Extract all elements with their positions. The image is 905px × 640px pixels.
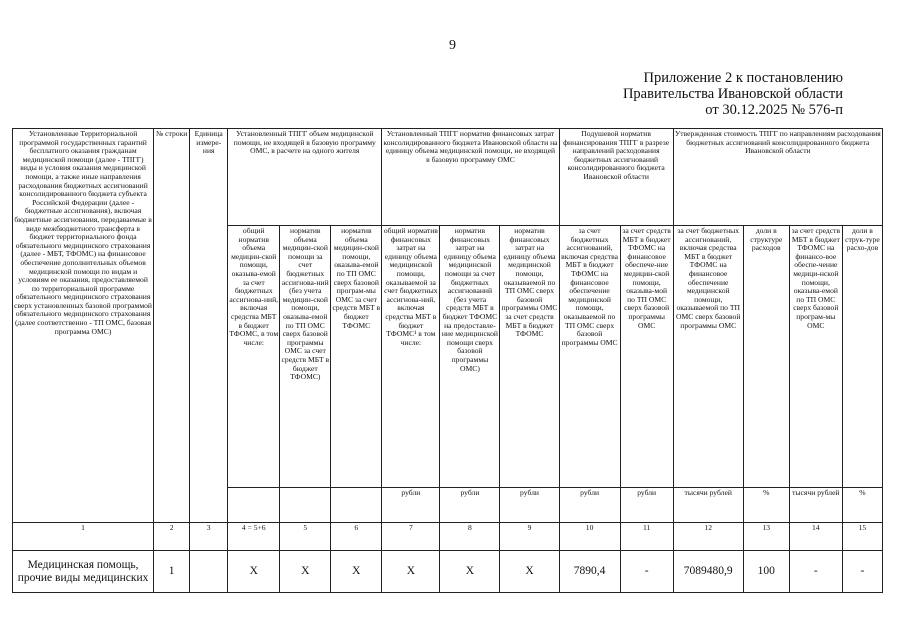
row-cell-14: - (789, 551, 842, 593)
subheader-col-5: норматив объема медицин-ской помощи за счет бюджетных ассигнова-ний (без учета медицин-ской помощи, оказыва-емой по ТП ОМС сверх базовой программы ОМС за счет средств МБТ в бюджет ТФОМС) (280, 226, 331, 488)
row-cell-6: X (331, 551, 382, 593)
unit-col-13: % (743, 488, 789, 523)
column-number: 10 (559, 523, 620, 551)
column-number: 12 (673, 523, 743, 551)
subheader-col-8: норматив финансовых затрат на единицу объема медицинской помощи за счет бюджетных ассигнований (без учета средств МБТ в бюджет ТФОМС на предоставле-ние медицинской помощи сверх базовой программы ОМС) (440, 226, 500, 488)
column-number-row (13, 523, 883, 551)
subheader-col-9: норматив финансовых затрат на единицу объема медицинской помощи, оказываемой по ТП ОМС сверх базовой программы ОМС за счет средств МБТ в бюджет ТФОМС (500, 226, 559, 488)
row-cell-10: 7890,4 (559, 551, 620, 593)
unit-col-9: рубли (500, 488, 559, 523)
unit-col-7: рубли (382, 488, 440, 523)
column-number: 4 = 5+6 (228, 523, 280, 551)
appendix-line-1: Приложение 2 к постановлению (643, 70, 843, 86)
page-number: 9 (449, 38, 456, 53)
subheader-col-15: доли в струк-туре расхо-дов (842, 226, 882, 488)
unit-col-8: рубли (440, 488, 500, 523)
header-col-1: Установленные Территориальной программой государственных гарантий бесплатного оказания гражданам медицинской помощи (далее - ТПГГ) виды и условия оказания медицинской помощи, а также иные направления расходования бюджетных ассигнований консолидированного бюджета субъекта Российской Федерации (далее - бюджетные ассигнования), включая бюджетные ассигнования, передаваемые в виде межбюджетного трансферта в бюджет территориального фонда обязательного медицинского страхования (далее - МБТ, ТФОМС) на финансовое обеспечение дополнительных объемов медицинской помощи по видам и условиям ее оказания, предоставляемой по территориальной программе обязательного медицинского страхования сверх установленных базовой программой обязательного медицинского страхования (далее соответственно - ТП ОМС, базовая программа ОМС) (13, 129, 154, 523)
column-number: 1 (13, 523, 154, 551)
appendix-line-3: от 30.12.2025 № 576-п (705, 102, 843, 118)
header-group-volume: Установленный ТПГГ объем медицинской помощи, не входящей в базовую программу ОМС, в расчете на одного жителя (228, 129, 382, 226)
unit-col-12: тысячи рублей (673, 488, 743, 523)
column-number: 7 (382, 523, 440, 551)
unit-col-15: % (842, 488, 882, 523)
header-group-approved-cost: Утвержденная стоимость ТПГГ по направлениям расходования бюджетных ассигнований консолидированного бюджета Ивановской области (673, 129, 882, 226)
column-number: 2 (154, 523, 190, 551)
header-col-2: № строки (154, 129, 190, 523)
column-number: 14 (789, 523, 842, 551)
subheader-col-4: общий норматив объема медицин-ской помощи, оказыва-емой за счет бюджетных ассигнова-ний, включая средства МБТ в бюджет ТФОМС, в том числе: (228, 226, 280, 488)
column-number: 9 (500, 523, 559, 551)
unit-col-14: тысячи рублей (789, 488, 842, 523)
row-cell-5: X (280, 551, 331, 593)
row-cell-2: 1 (154, 551, 190, 593)
row-cell-8: X (440, 551, 500, 593)
column-number: 15 (842, 523, 882, 551)
appendix-line-2: Правительства Ивановской области (622, 86, 843, 102)
unit-col-5 (280, 488, 331, 523)
header-row-groups (13, 129, 883, 226)
subheader-col-11: за счет средств МБТ в бюджет ТФОМС на финансовое обеспече-ние медицин-ской помощи, оказыва-мой по ТП ОМС сверх базовой программы ОМС (620, 226, 673, 488)
row-cell-11: - (620, 551, 673, 593)
row-name: Медицинская помощь, прочие виды медицинских (13, 551, 154, 593)
column-number: 5 (280, 523, 331, 551)
column-number: 13 (743, 523, 789, 551)
cost-table (12, 128, 883, 593)
row-cell-13: 100 (743, 551, 789, 593)
header-col-3: Единица измере-ния (190, 129, 228, 523)
subheader-col-7: общий норматив финансовых затрат на единицу объема медицинской помощи, оказываемой за счет бюджетных ассигнова-ний, включая средства МБТ в бюджет ТФОМС¹ в том числе: (382, 226, 440, 488)
unit-col-11: рубли (620, 488, 673, 523)
header-group-cost-norm: Установленный ТПГГ норматив финансовых затрат консолидированного бюджета Ивановской области на единицу объема медицинской помощи, не входящей в базовую программу ОМС (382, 129, 559, 226)
unit-col-4 (228, 488, 280, 523)
row-cell-15: - (842, 551, 882, 593)
row-cell-4: X (228, 551, 280, 593)
column-number: 3 (190, 523, 228, 551)
table-row (13, 551, 883, 593)
row-cell-12: 7089480,9 (673, 551, 743, 593)
unit-col-6 (331, 488, 382, 523)
header-group-per-capita: Подушевой норматив финансирования ТПГГ в разрезе направлений расходования бюджетных ассигнований консолидированного бюджета Ивановской области (559, 129, 673, 226)
subheader-col-13: доли в структуре расходов (743, 226, 789, 488)
subheader-col-14: за счет средств МБТ в бюджет ТФОМС на финансо-вое обеспе-чение медици-нской помощи, оказыва-емой по ТП ОМС сверх базовой програм-мы ОМС (789, 226, 842, 488)
column-number: 11 (620, 523, 673, 551)
column-number: 8 (440, 523, 500, 551)
appendix-heading (623, 70, 843, 118)
column-number: 6 (331, 523, 382, 551)
subheader-col-6: норматив объема медицин-ской помощи, оказыва-емой по ТП ОМС сверх базовой програм-мы ОМС за счет средств МБТ в бюджет ТФОМС (331, 226, 382, 488)
row-cell-7: X (382, 551, 440, 593)
subheader-col-12: за счет бюджетных ассигнований, включая средства МБТ в бюджет ТФОМС на финансовое обеспечение медицинской помощи, оказываемой по ТП ОМС сверх базовой программы ОМС (673, 226, 743, 488)
unit-col-10: рубли (559, 488, 620, 523)
row-cell-3 (190, 551, 228, 593)
subheader-col-10: за счет бюджетных ассигнований, включая средства МБТ в бюджет ТФОМС на финансовое обеспечение медицинской помощи, оказываемой по ТП ОМС сверх базовой программы ОМС (559, 226, 620, 488)
row-cell-9: X (500, 551, 559, 593)
